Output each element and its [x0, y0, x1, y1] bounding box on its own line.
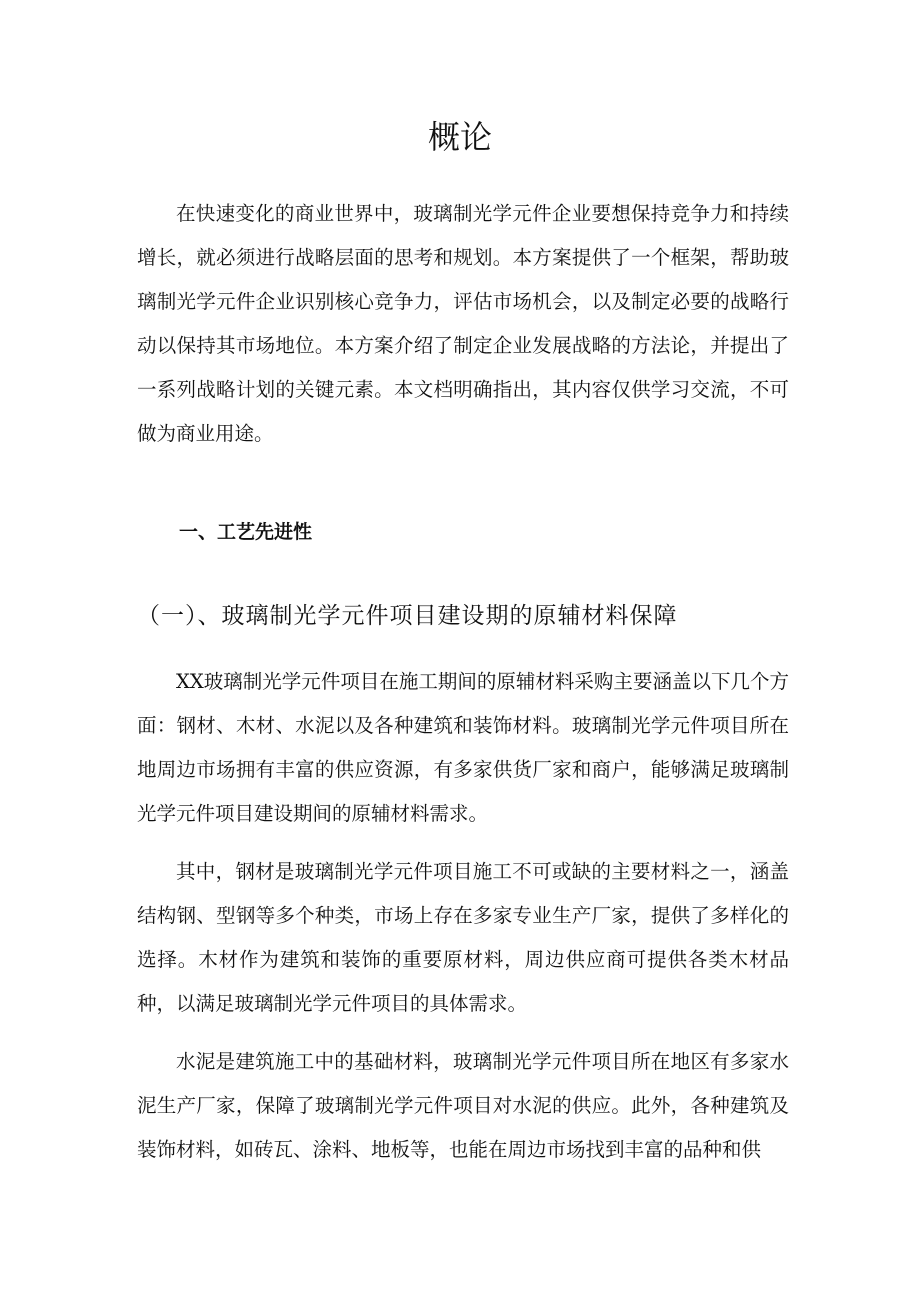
body-paragraph-materials: XX玻璃制光学元件项目在施工期间的原辅材料采购主要涵盖以下几个方面：钢材、木材、水泥以及各种建筑和装饰材料。玻璃制光学元件项目所在地周边市场拥有丰富的供应资源，有多家供货厂家和商户，能够满足玻璃制光学元件项目建设期间的原辅材料需求。: [137, 670, 789, 825]
page-title: 概论: [427, 118, 492, 156]
section-heading: 一、工艺先进性: [179, 521, 313, 543]
body-paragraph-cement: 水泥是建筑施工中的基础材料，玻璃制光学元件项目所在地区有多家水泥生产厂家，保障了玻璃制光学元件项目对水泥的供应。此外，各种建筑及装饰材料，如砖瓦、涂料、地板等，也能在周边市场找到丰富的品种和供: [137, 1050, 789, 1161]
body-paragraph-steel-wood: 其中，钢材是玻璃制光学元件项目施工不可或缺的主要材料之一，涵盖结构钢、型钢等多个种类，市场上存在多家专业生产厂家，提供了多样化的选择。木材作为建筑和装饰的重要原材料，周边供应商可提供各类木材品种，以满足玻璃制光学元件项目的具体需求。: [137, 860, 789, 1015]
intro-paragraph: 在快速变化的商业世界中，玻璃制光学元件企业要想保持竞争力和持续增长，就必须进行战略层面的思考和规划。本方案提供了一个框架，帮助玻璃制光学元件企业识别核心竞争力，评估市场机会，以及制定必要的战略行动以保持其市场地位。本方案介绍了制定企业发展战略的方法论，并提出了一系列战略计划的关键元素。本文档明确指出，其内容仅供学习交流，不可做为商业用途。: [137, 202, 789, 445]
subsection-heading: （一）、玻璃制光学元件项目建设期的原辅材料保障: [137, 603, 678, 629]
